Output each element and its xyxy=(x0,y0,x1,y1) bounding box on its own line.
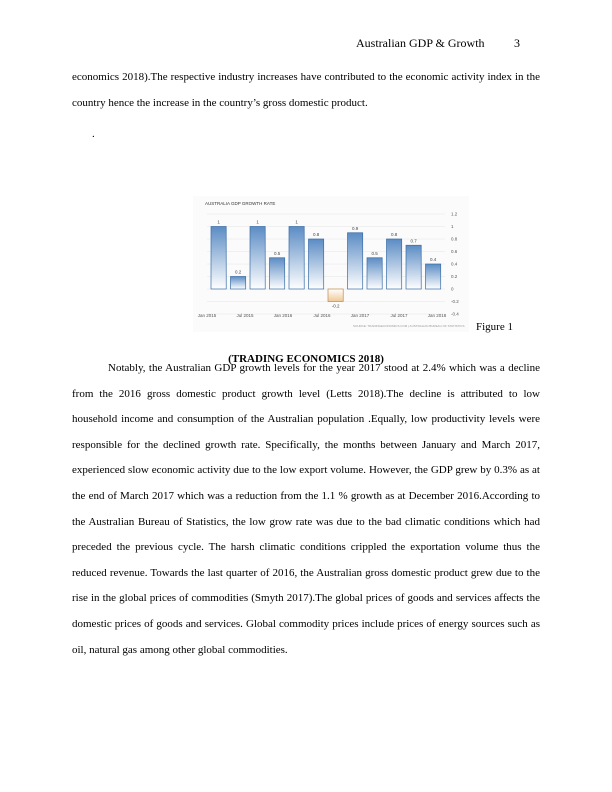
paragraph-2-first-text: Notably, the Australian GDP growth levels for the year 2017 stood at 2.4% which was a decline xyxy=(108,362,540,374)
paragraph-2-line: rise in the global prices of commodities (Smyth 2017).The global prices of goods and services affects the xyxy=(72,592,540,605)
bar-value-label: 0.8 xyxy=(390,232,398,237)
paragraph-2-line: the Australian Bureau of Statistics, the low grow rate was due to the bad climatic conditions which had xyxy=(72,515,540,528)
bar-value-label: 0.8 xyxy=(312,232,320,237)
page-header xyxy=(0,36,612,52)
gdp-chart xyxy=(193,196,469,332)
bar xyxy=(309,239,324,289)
bar xyxy=(328,289,343,302)
paragraph-2 xyxy=(72,356,540,663)
bar xyxy=(250,227,265,290)
y-tick-label: 1 xyxy=(451,224,454,229)
paragraph-2-line: responsible for the declined growth rate. Specifically, the months between January and March 2017, xyxy=(72,438,540,451)
stray-dot: . xyxy=(92,128,95,140)
y-tick-label: 0.2 xyxy=(451,274,458,279)
figure-label: Figure 1 xyxy=(476,321,513,333)
bar xyxy=(270,258,285,289)
paragraph-1 xyxy=(72,65,540,116)
bar xyxy=(231,277,246,290)
x-tick-label: Jul 2016 xyxy=(313,313,331,318)
paragraph-1-line: economics 2018).The respective industry increases have contributed to the economic activity index in the xyxy=(72,71,540,83)
y-tick-label: 0.4 xyxy=(451,261,458,267)
x-tick-label: Jul 2017 xyxy=(390,313,408,318)
header-title: Australian GDP & Growth xyxy=(356,36,485,50)
bar xyxy=(406,245,421,289)
bar-value-label: 0.2 xyxy=(234,269,242,275)
paragraph-2-line: experienced slow economic activity due to the low export volume. However, the GDP grew by 0.3% as at xyxy=(72,464,540,477)
paragraph-2-line: from the 2016 gross domestic product growth level (Letts 2018).The decline is attributed to low xyxy=(72,387,540,400)
bar-value-label: 1 xyxy=(217,219,220,225)
y-tick-label: 0.8 xyxy=(451,236,458,242)
bar xyxy=(211,227,226,290)
bar-value-label: 0.9 xyxy=(351,225,359,231)
y-tick-label: 0 xyxy=(451,286,454,292)
page-number: 3 xyxy=(514,36,520,50)
chart-title: AUSTRALIA GDP GROWTH RATE xyxy=(205,201,276,206)
y-tick-label: 0.6 xyxy=(451,249,458,254)
bar-value-label: 0.5 xyxy=(273,250,281,256)
bar xyxy=(348,233,363,289)
bar-value-label: -0.2 xyxy=(331,303,340,309)
x-tick-label: Jan 2018 xyxy=(427,313,447,318)
bar xyxy=(367,258,382,289)
paragraph-2-line: the end of March 2017 which was a reduction from the 1.1 % growth as at December 2016.According to xyxy=(72,489,540,502)
y-tick-label: -0.2 xyxy=(451,299,459,304)
bar xyxy=(426,264,441,289)
paragraph-2-line: household income and consumption of the Australian population .Equally, low productivity levels were xyxy=(72,413,540,426)
bar-value-label: 0.4 xyxy=(429,257,437,262)
bar-value-label: 1 xyxy=(256,219,259,225)
paragraph-2-line xyxy=(72,356,540,382)
paragraph-2-line: oil, natural gas among other global commodities. xyxy=(72,643,288,656)
x-tick-label: Jan 2015 xyxy=(197,313,217,318)
figure-caption: (TRADING ECONOMICS 2018) xyxy=(228,353,384,365)
x-tick-label: Jul 2015 xyxy=(236,313,254,318)
bar xyxy=(289,227,304,290)
paragraph-2-line: preceded the previous cycle. The harsh climatic conditions crippled the exportation volume thus the xyxy=(72,541,540,554)
x-tick-label: Jan 2016 xyxy=(273,313,293,318)
paragraph-2-line: reduced revenue. Towards the last quarter of 2016, the Australian gross domestic product grew due to the xyxy=(72,566,540,579)
gdp-chart-svg xyxy=(193,196,469,332)
x-tick-label: Jan 2017 xyxy=(350,313,370,318)
y-tick-label: -0.4 xyxy=(451,311,459,317)
paragraph-2-line: domestic prices of goods and services. Global commodity prices include prices of energy sources such as xyxy=(72,617,540,630)
chart-source: SOURCE: TRADINGECONOMICS.COM | AUSTRALIAN BUREAU OF STATISTICS xyxy=(353,324,465,328)
bar-value-label: 0.5 xyxy=(371,250,378,256)
bar-value-label: 1 xyxy=(295,219,298,225)
bar xyxy=(387,239,402,289)
y-tick-label: 1.2 xyxy=(451,211,458,217)
bar-value-label: 0.7 xyxy=(410,238,417,244)
paragraph-1-line: country hence the increase in the country’s gross domestic product. xyxy=(72,96,368,109)
